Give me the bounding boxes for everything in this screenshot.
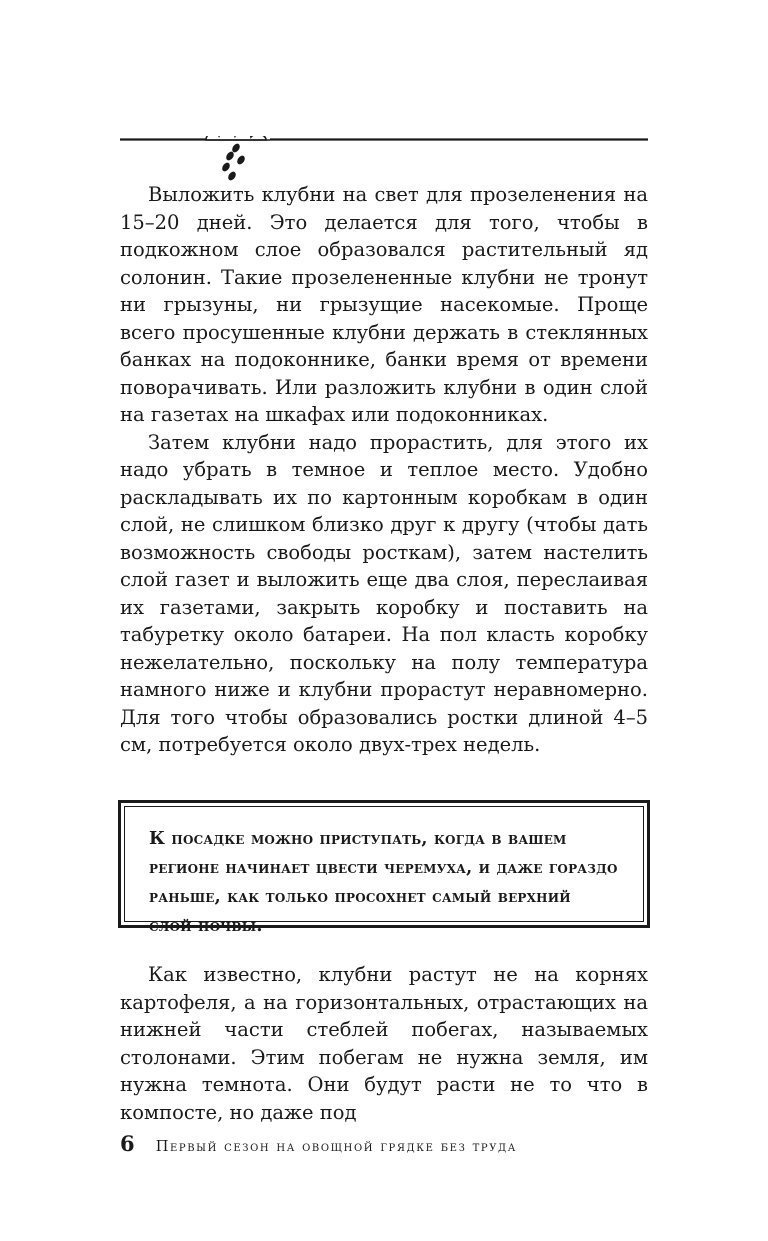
body-text-block-2 [120,961,648,1126]
note-box-inner [124,806,644,936]
header-ornament [120,136,648,184]
cloud-with-seeds-icon [206,136,270,181]
note-box [118,800,650,936]
page-number: 6 [120,1131,135,1156]
note-text: К посадке можно приступать, когда в вашем регионе начинает цвести черемуха, и даже гораздо раньше, как только просохнет самый верхний слой почвы. [149,829,618,936]
page-footer [120,1131,648,1156]
paragraph: Затем клубни надо прорастить, для этого их надо убрать в темное и теплое место. Удобно раскладывать их по картонным коробкам в один слой, не слишком близко друг к другу (чтобы дать возможность свободы росткам), затем настелить слой газет и выложить еще два слоя, переслаивая их газетами, закрыть коробку и поставить на табуретку около батареи. На пол класть коробку нежелательно, поскольку на полу температура намного ниже и клубни прорастут неравномерно. Для того чтобы образовались ростки длиной 4–5 см, потребуется около двух-трех недель. [120,430,648,756]
body-text-block-1 [120,181,648,759]
paragraph: Выложить клубни на свет для прозеленения на 15–20 дней. Это делается для того, чтобы в подкожном слое образовался растительный яд солонин. Такие прозелененные клубни не тронут ни грызуны, ни грызущие насекомые. Проще всего просушенные клубни держать в стеклянных банках на подоконнике, банки время от времени поворачивать. Или разложить клубни в один слой на газетах на шкафах или подоконниках. [120,183,648,426]
paragraph: Как известно, клубни растут не на корнях картофеля, а на горизонтальных, отрастающих на нижней части стеблей побегах, называемых столонами. Этим побегам не нужна земля, им нужна темнота. Они будут расти не то что в компосте, но даже под [120,963,648,1124]
running-title: Первый сезон на овощной грядке без труда [155,1139,517,1155]
